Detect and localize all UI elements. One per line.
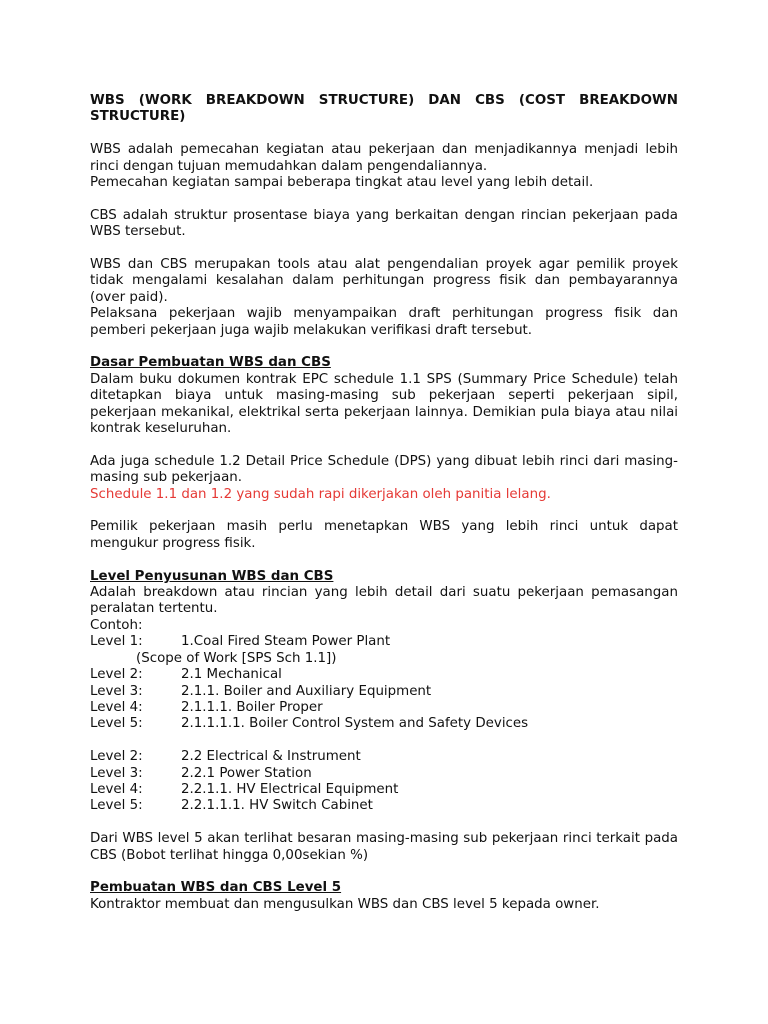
level-label: Level 5: — [90, 716, 143, 732]
tools-paragraph: WBS dan CBS merupakan tools atau alat pengendalian proyek agar pemilik proyek tidak mengalami kesalahan dalam perhitungan progress fisik dan pembayarannya (over paid). — [90, 257, 678, 305]
level-label: Level 3: — [90, 683, 143, 699]
spacer — [90, 552, 678, 568]
level-label: Level 5: — [90, 798, 143, 814]
spacer — [90, 864, 678, 880]
section-heading-dasar: Dasar Pembuatan WBS dan CBS — [90, 355, 331, 371]
epc-contract-paragraph: Dalam buku dokumen kontrak EPC schedule 1.1 SPS (Summary Price Schedule) telah ditetapkan biaya untuk masing-masing sub pekerjaan seperti pekerjaan sipil, pekerjaan mekanikal, elektrikal serta pekerjaan lainnya. Demikian pula biaya atau nilai kontrak keseluruhan. — [90, 371, 678, 437]
level-row — [90, 782, 678, 798]
dps-paragraph: Ada juga schedule 1.2 Detail Price Schedule (DPS) yang dibuat lebih rinci dari masing-masing sub pekerjaan. — [90, 453, 678, 486]
spacer — [90, 126, 678, 142]
document-title: WBS (WORK BREAKDOWN STRUCTURE) DAN CBS (COST BREAKDOWN STRUCTURE) — [90, 93, 678, 125]
level-value: 2.1.1.1.1. Boiler Control System and Safety Devices — [181, 716, 529, 732]
level-row — [90, 749, 678, 765]
level-value: 2.2.1.1. HV Electrical Equipment — [181, 781, 399, 797]
section-heading-pembuatan: Pembuatan WBS dan CBS Level 5 — [90, 880, 342, 896]
wbs-level-paragraph: Pemecahan kegiatan sampai beberapa tingkat atau level yang lebih detail. — [90, 175, 594, 191]
contractor-proposal-paragraph: Kontraktor membuat dan mengusulkan WBS dan CBS level 5 kepada owner. — [90, 896, 600, 912]
contractor-obligation-paragraph: Pelaksana pekerjaan wajib menyampaikan draft perhitungan progress fisik dan pemberi pekerjaan juga wajib melakukan verifikasi draft tersebut. — [90, 306, 678, 338]
level-row — [90, 667, 678, 683]
spacer — [90, 191, 678, 207]
level-row — [90, 684, 678, 700]
level-value: 2.2 Electrical & Instrument — [181, 749, 361, 765]
level-label: Level 4: — [90, 699, 143, 715]
scope-of-work-note: (Scope of Work [SPS Sch 1.1]) — [136, 650, 337, 666]
spacer — [90, 503, 678, 519]
spacer — [90, 437, 678, 453]
section-heading-level: Level Penyusunan WBS dan CBS — [90, 568, 334, 584]
level-label: Level 2: — [90, 749, 143, 765]
level-row — [90, 766, 678, 782]
level-value: 2.2.1 Power Station — [181, 765, 312, 781]
level-row — [90, 798, 678, 814]
level-label: Level 1: — [90, 634, 143, 650]
level-row — [90, 716, 678, 732]
spacer — [90, 815, 678, 831]
level-value: 1.Coal Fired Steam Power Plant — [181, 634, 391, 650]
level-value: 2.2.1.1.1. HV Switch Cabinet — [181, 798, 373, 814]
spacer — [90, 339, 678, 355]
level-label: Level 3: — [90, 765, 143, 781]
level-label: Level 4: — [90, 781, 143, 797]
spacer — [90, 241, 678, 257]
wbs-definition-paragraph: WBS adalah pemecahan kegiatan atau pekerjaan dan menjadikannya menjadi lebih rinci dengan tujuan memudahkan dalam pengendaliannya. — [90, 142, 678, 174]
document-page — [90, 93, 678, 913]
breakdown-paragraph: Adalah breakdown atau rincian yang lebih detail dari suatu pekerjaan pemasangan peralatan tertentu. — [90, 585, 678, 617]
level-label: Level 2: — [90, 667, 143, 683]
cbs-definition-paragraph: CBS adalah struktur prosentase biaya yang berkaitan dengan rincian pekerjaan pada WBS tersebut. — [90, 207, 678, 240]
level-value: 2.1.1. Boiler and Auxiliary Equipment — [181, 683, 432, 699]
level-value: 2.1.1.1. Boiler Proper — [181, 699, 323, 715]
owner-wbs-paragraph: Pemilik pekerjaan masih perlu menetapkan WBS yang lebih rinci untuk dapat mengukur progress fisik. — [90, 519, 678, 551]
schedule-note-red: Schedule 1.1 dan 1.2 yang sudah rapi dikerjakan oleh panitia lelang. — [90, 486, 551, 502]
level-row — [90, 634, 678, 650]
example-label: Contoh: — [90, 617, 143, 633]
level-row — [90, 700, 678, 716]
level5-cbs-paragraph: Dari WBS level 5 akan terlihat besaran masing-masing sub pekerjaan rinci terkait pada CBS (Bobot terlihat hingga 0,00sekian %) — [90, 831, 678, 863]
level-value: 2.1 Mechanical — [181, 667, 282, 683]
spacer — [90, 733, 678, 749]
